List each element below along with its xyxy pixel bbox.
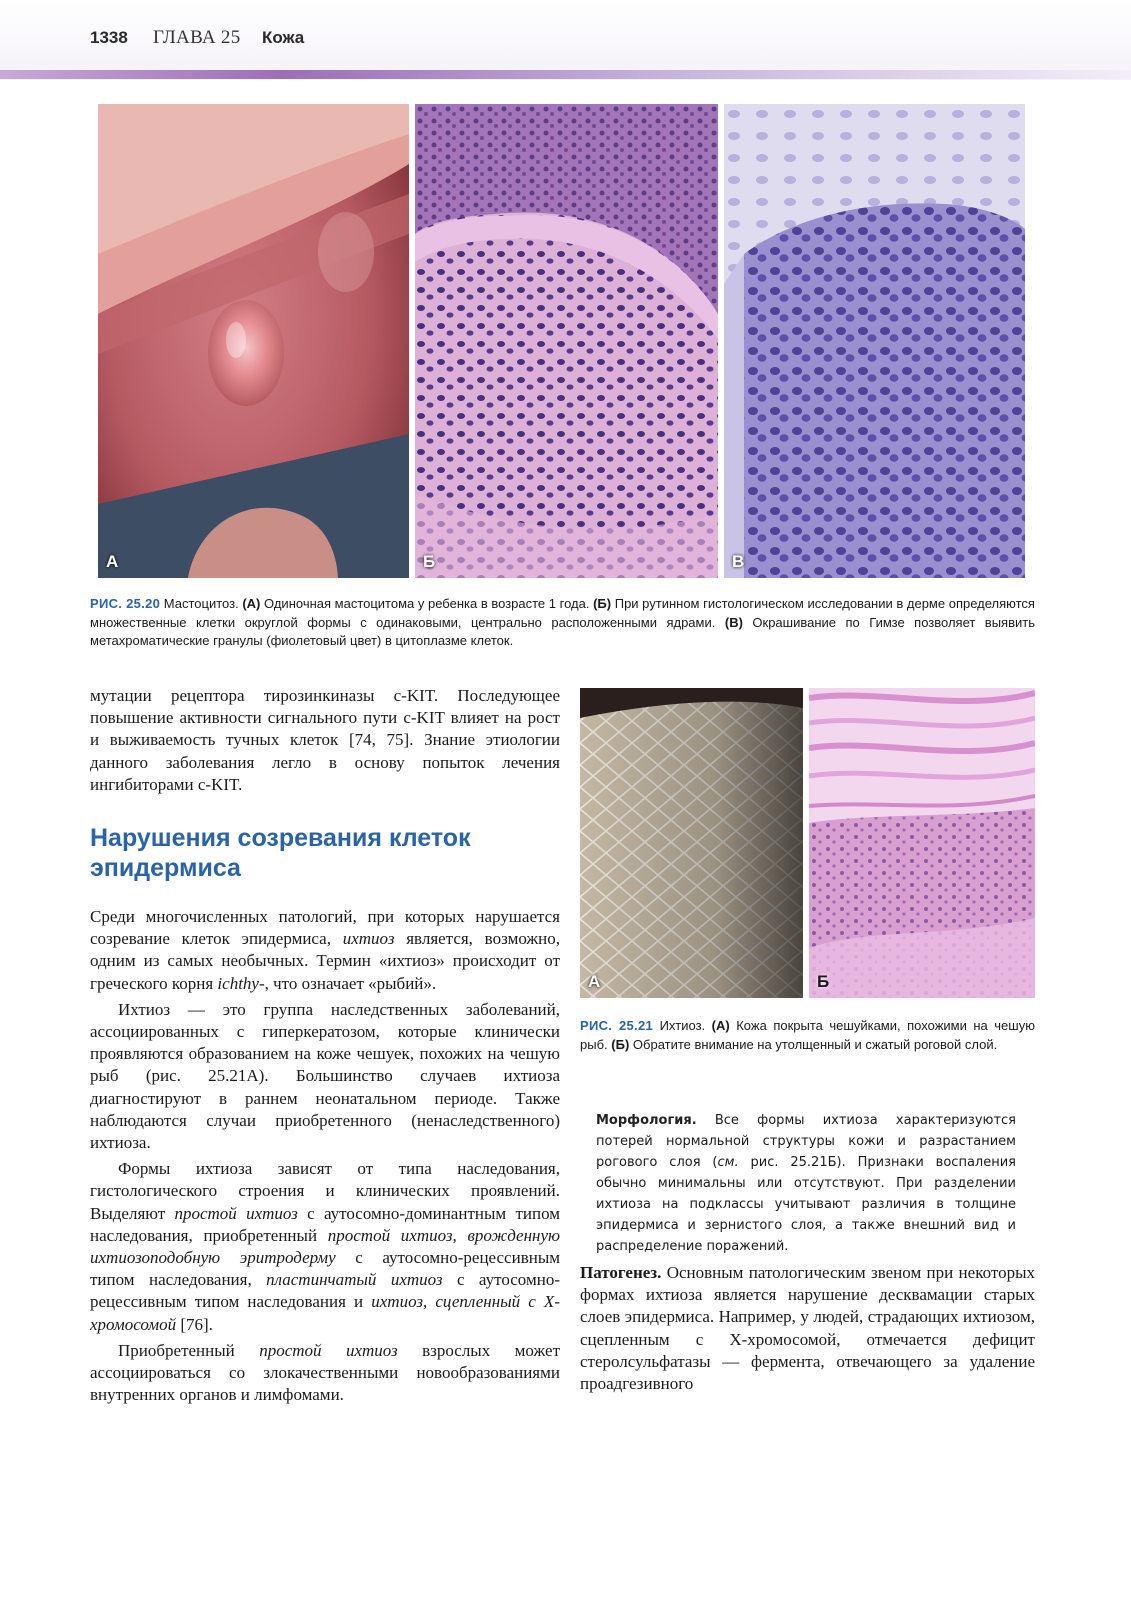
p4-text-a: Приобретенный (118, 1340, 260, 1360)
left-intro-paragraph (90, 685, 560, 796)
caption-text-a: Одиночная мастоцитома у ребенка в возрасте 1 года. (264, 596, 590, 611)
caption-title: Ихтиоз. (659, 1018, 706, 1033)
panel-label-c: В (732, 552, 745, 571)
caption-text-b: Обратите внимание на утолщенный и сжатый роговой слой. (632, 1036, 998, 1052)
p1-text-b: является, возможно, одним из самых необычных. Термин «ихтиоз» происходит от греческого корня (90, 929, 560, 993)
figure-25-20-panel-c (724, 104, 1025, 578)
section-heading: Нарушения созревания клеток эпидермиса (90, 824, 471, 882)
clinical-photo-scaly-skin (580, 688, 803, 998)
histology-thick-stratum-corneum (809, 688, 1035, 998)
panel-label-a: А (106, 552, 119, 571)
caption-text-c: Окрашивание по Гимзе позволяет выявить метахроматические гранулы (фиолетовый цвет) в цитоплазме клеток. (90, 614, 1035, 648)
p3-term-4: ихтиоз, сцепленный с X-хромосомой (90, 1292, 560, 1334)
figure-25-20-panel-b (415, 104, 718, 578)
p1-text-c: , что означает «рыбий». (264, 973, 437, 993)
p1-text-a: Среди многочисленных патологий, при которых нарушается созревание клеток эпидермиса, (90, 907, 560, 949)
paragraph-4 (90, 1340, 560, 1407)
caption-text-b: При рутинном гистологическом исследовании в дерме определяются множественные клетки округлой формы с одинаковыми, центрально расположенными ядрами. (90, 596, 1035, 630)
p3-term-1: простой ихтиоз (174, 1203, 298, 1223)
p3-term-2: простой ихтиоз, врожденную ихтиозоподобную эритродерму (90, 1225, 560, 1268)
header-band (0, 70, 1131, 79)
chapter-title: Кожа (262, 28, 305, 47)
figure-25-20-panel-a (98, 104, 409, 578)
caption-figure-number: РИС. 25.21 (580, 1018, 654, 1033)
morphology-text-b: рис. 25.21Б). Признаки воспаления обычно минимальны или отсутствуют. При разделении ихтиоза на подклассы учитывают различия в толщине эпидермиса и зернистого слоя, а также внешний вид и распределение поражений. (596, 1155, 1016, 1254)
p3-text-e: [76]. (176, 1314, 213, 1334)
panel-label-b: Б (423, 552, 436, 571)
caption-title: Мастоцитоз. (163, 596, 239, 611)
paragraph-3 (90, 1158, 560, 1336)
p3-term-3: пластинчатый ихтиоз (266, 1270, 443, 1290)
clinical-photo-skin-lesion (98, 104, 409, 578)
pathogenesis-paragraph (580, 1262, 1035, 1395)
paragraph-1 (90, 906, 560, 995)
caption-tag-b: (Б) (611, 1036, 630, 1052)
histology-giemsa-stain (724, 104, 1025, 578)
chapter-number: ГЛАВА 25 (153, 27, 241, 48)
figure-25-20-caption (90, 595, 1035, 651)
morphology-see: см. (717, 1155, 739, 1170)
p1-term-ichthyosis: ихтиоз (342, 929, 395, 949)
p3-text-c: с аутосомно-рецессивным типом наследования, (90, 1248, 561, 1290)
morphology-text-a: Все формы ихтиоза характеризуются потерей нормальной структуры кожи и разрастанием рогового слоя ( (596, 1113, 1016, 1170)
p3-text-a: Формы ихтиоза зависят от типа наследования, гистологического строения и клинических проявлений. Выделяют (90, 1159, 560, 1223)
left-body (90, 906, 560, 1406)
caption-figure-number: РИС. 25.20 (90, 596, 161, 611)
p4-text-b: взрослых может ассоциироваться со злокачественными новообразованиями внутренних органов и лимфомами. (90, 1340, 560, 1405)
caption-tag-b: (Б) (593, 596, 612, 611)
caption-tag-a: (А) (242, 596, 261, 611)
histology-he-stain (415, 104, 718, 578)
paragraph-2: Ихтиоз — это группа наследственных заболеваний, ассоциированных с гиперкератозом, которые клинически проявляются образованием на коже чешуек, похожих на чешую рыб (рис. 25.21А). Большинство случаев ихтиоза диагностируют в раннем неонатальном периоде. Также наблюдаются случаи приобретенного (ненаследственного) ихтиоза. (90, 999, 560, 1153)
page-number: 1338 (90, 28, 128, 47)
pathogenesis-section (580, 1262, 1035, 1395)
pathogenesis-label: Патогенез. (580, 1263, 662, 1282)
p3-text-b: с аутосомно-доминантным типом наследования, приобретенный (90, 1203, 560, 1245)
pathogenesis-text: Основным патологическим звеном при некоторых формах ихтиоза является нарушение десквамации старых слоев эпидермиса. Например, у людей, страдающих ихтиозом, сцепленным с X-хромосомой, отмечается дефицит стеролсульфатазы — фермента, отвечающего за удаление проадгезивного (580, 1263, 1035, 1394)
page-header (0, 0, 1131, 80)
panel-label-b: Б (817, 972, 830, 991)
morphology-section (596, 1110, 1016, 1257)
intro-text: мутации рецептора тирозинкиназы c-KIT. Последующее повышение активности сигнального пути c-KIT влияет на рост и выживаемость тучных клеток [74, 75]. Знание этиологии данного заболевания легло в основу попыток лечения ингибиторами c-KIT. (90, 686, 560, 794)
p4-term: простой ихтиоз (259, 1340, 398, 1360)
figure-25-21-panel-b (809, 688, 1035, 998)
panel-label-a: А (588, 972, 601, 991)
p1-term-ichthy: ichthy- (217, 973, 265, 993)
morphology-label: Морфология. (596, 1113, 697, 1128)
caption-text-a: Кожа покрыта чешуйками, похожими на чешую рыб. (580, 1018, 1035, 1052)
figure-25-21-panel-a (580, 688, 803, 998)
figure-25-21-caption (580, 1017, 1035, 1054)
p3-text-d: с аутосомно-рецессивным типом наследования и (90, 1270, 560, 1312)
caption-tag-a: (А) (711, 1018, 730, 1033)
caption-tag-c: (В) (724, 614, 743, 630)
